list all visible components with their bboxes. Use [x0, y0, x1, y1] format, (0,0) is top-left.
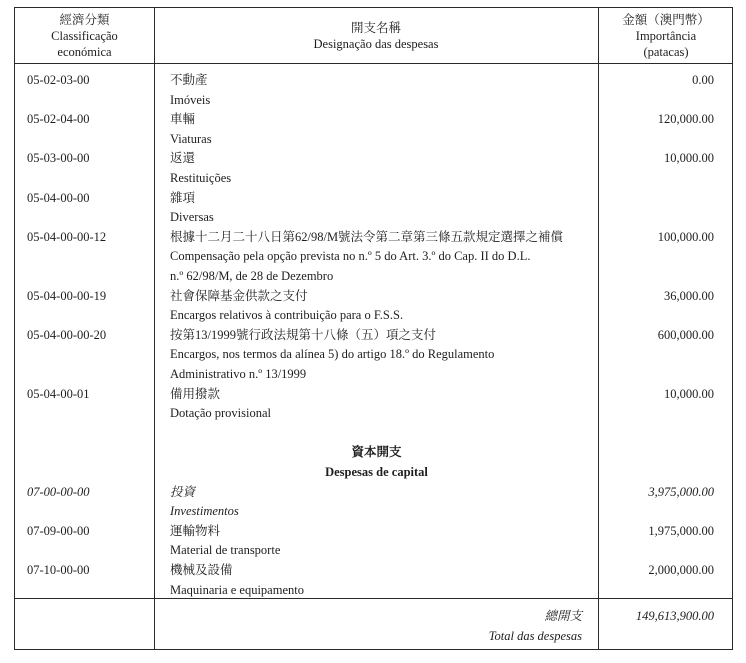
row-code: 05-04-00-00-12	[27, 229, 107, 244]
row-desc-pt: Viaturas	[170, 131, 212, 146]
row-desc-zh: 社會保障基金供款之支付	[170, 288, 308, 303]
capital-row-desc-zh: 運輸物料	[170, 523, 221, 538]
total-label-zh: 總開支	[544, 609, 582, 623]
expense-table	[14, 7, 733, 650]
row-desc-pt: Administrativo n.º 13/1999	[170, 367, 307, 381]
row-desc-pt: Diversas	[170, 210, 214, 225]
header-divider	[15, 63, 732, 64]
row-amount: 10,000.00	[664, 386, 714, 401]
row-desc-zh: 雜項	[170, 190, 196, 205]
capital-heading-pt: Despesas de capital	[325, 465, 428, 479]
capital-row-desc-pt: Maquinaria e equipamento	[170, 582, 304, 597]
total-amount: 149,613,900.00	[635, 609, 714, 623]
total-divider	[15, 598, 732, 599]
row-amount: 36,000.00	[664, 288, 714, 303]
capital-row-desc-pt: Investimentos	[170, 504, 239, 519]
row-code: 05-04-00-01	[27, 386, 90, 401]
capital-row-code: 07-00-00-00	[27, 484, 90, 499]
row-desc-zh: 不動產	[170, 73, 208, 87]
header-classification-zh: 經濟分類	[59, 13, 110, 27]
column-divider	[598, 8, 599, 649]
header-classification-pt-2: económica	[57, 45, 112, 59]
row-desc-pt: Dotação provisional	[170, 406, 272, 421]
row-amount: 0.00	[692, 73, 714, 87]
row-amount: 10,000.00	[664, 151, 714, 166]
row-desc-zh: 根據十二月二十八日第62/98/M號法令第二章第三條五款規定選擇之補償	[170, 229, 564, 244]
row-code: 05-02-03-00	[27, 73, 90, 87]
row-amount: 120,000.00	[657, 112, 714, 127]
row-desc-pt: Encargos relativos à contribuição para o F.S.S.	[170, 308, 404, 323]
row-code: 05-04-00-00-19	[27, 288, 107, 303]
header-amount-pt-1: Importância	[635, 29, 697, 43]
header-designation-pt: Designação das despesas	[313, 37, 439, 51]
header-amount	[598, 12, 734, 60]
row-amount: 100,000.00	[657, 229, 714, 244]
row-desc-pt: Compensação pela opção prevista no n.º 5 do Art. 3.º do Cap. II do D.L.	[170, 249, 531, 264]
header-designation-zh: 開支名稱	[350, 21, 401, 35]
header-amount-zh: 金額（澳門幣）	[622, 13, 710, 27]
header-amount-pt-2: (patacas)	[643, 45, 689, 59]
capital-heading-zh: 資本開支	[351, 445, 402, 460]
header-classification	[15, 12, 154, 60]
row-desc-zh: 按第13/1999號行政法規第十八條（五）項之支付	[170, 327, 436, 342]
total-label-pt: Total das despesas	[488, 628, 582, 643]
column-divider	[154, 8, 155, 649]
row-desc-pt: Encargos, nos termos da alínea 5) do artigo 18.º do Regulamento	[170, 347, 495, 362]
row-amount: 600,000.00	[657, 327, 714, 342]
row-code: 05-02-04-00	[27, 112, 90, 127]
row-desc-pt: Restituições	[170, 171, 232, 185]
capital-row-amount: 1,975,000.00	[648, 523, 714, 538]
row-desc-zh: 備用撥款	[170, 386, 221, 401]
capital-row-code: 07-10-00-00	[27, 563, 90, 577]
capital-row-desc-zh: 機械及設備	[170, 563, 233, 577]
capital-row-amount: 2,000,000.00	[648, 563, 714, 577]
row-desc-zh: 返還	[170, 151, 196, 166]
row-desc-pt: n.º 62/98/M, de 28 de Dezembro	[170, 269, 334, 283]
capital-row-desc-pt: Material de transporte	[170, 543, 281, 558]
header-designation	[154, 20, 598, 52]
row-code: 05-04-00-00	[27, 190, 90, 205]
capital-row-desc-zh: 投資	[170, 484, 196, 499]
capital-row-amount: 3,975,000.00	[648, 484, 714, 499]
row-desc-zh: 車輛	[170, 112, 196, 127]
capital-row-code: 07-09-00-00	[27, 523, 90, 538]
row-code: 05-03-00-00	[27, 151, 90, 166]
row-desc-pt: Imóveis	[170, 92, 211, 107]
row-code: 05-04-00-00-20	[27, 327, 107, 342]
header-classification-pt-1: Classificação	[51, 29, 118, 43]
